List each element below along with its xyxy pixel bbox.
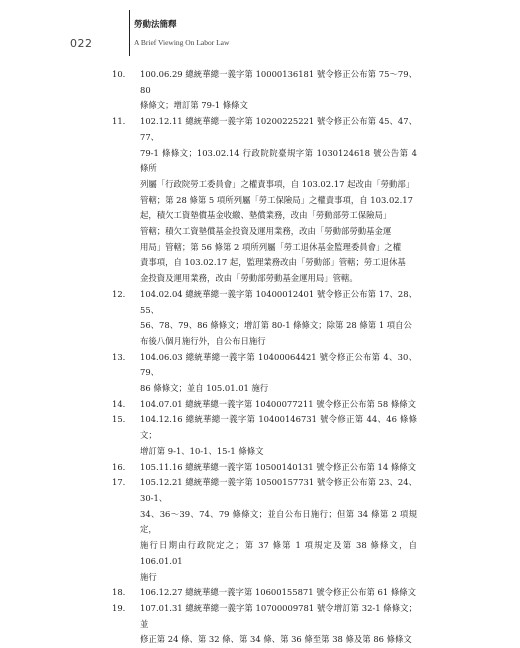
- entry-number: 17.: [112, 477, 126, 488]
- entry-number: 16.: [112, 461, 126, 472]
- list-item: [112, 114, 417, 287]
- entry-text: 104.06.03 總統華總一義字第 10400064421 號令修正公布第 4、30、79、 86 條條文；並自 105.01.01 施行: [140, 351, 417, 394]
- entry-text: 102.12.11 總統華總一義字第 10200225221 號令修正公布第 45、47、77、 79-1 條條文；103.02.14 行政院院臺規字第 1030124618 號公告第 4 條所 列屬「行政院勞工委員會」之權責事項，自 103.02.17 起改由「勞動部」 管轄；第 28 條第 5 項所列屬「勞工保險局」之權責事項，自 103.02.17 起，積欠工資墊償基金收繳、墊償業務，改由「勞動部勞工保險局」 管轄；積欠工資墊償基金投資及運用業務，改由「勞動部勞動基金運 用局」管轄；第 56 條第 2 項所列屬「勞工退休基金監理委員會」之權 責事項，自 103.02.17 起，監理業務改由「勞動部」管轄；勞工退休基 金投資及運用業務，改由「勞動部勞動基金運用局」管轄。: [140, 116, 417, 284]
- list-item: [112, 460, 417, 476]
- book-title: 勞動法簡釋: [134, 20, 177, 30]
- entry-text: 104.12.16 總統華總一義字第 10400146731 號令修正第 44、46 條條文； 增訂第 9-1、10-1、15-1 條條文: [140, 414, 417, 456]
- entry-number: 13.: [112, 351, 126, 362]
- entry-text: 104.07.01 總統華總一義字第 10400077211 號令修正公布第 58 條條文: [140, 398, 416, 409]
- list-item: [112, 350, 417, 397]
- entry-text: 104.02.04 總統華總一義字第 10400012401 號令修正公布第 17、28、55、 56、78、79、86 條條文；增訂第 80-1 條條文；除第 28 條第 1 項自公 布後八個月施行外，自公布日施行: [140, 288, 417, 346]
- entry-number: 14.: [112, 398, 126, 409]
- entry-number: 18.: [112, 587, 126, 598]
- entry-number: 19.: [112, 602, 126, 613]
- page-number: 022: [70, 37, 93, 50]
- page-header: [0, 0, 520, 60]
- list-item: [112, 287, 417, 350]
- list-item: [112, 67, 417, 114]
- entry-number: 11.: [112, 116, 126, 127]
- amendment-list: [112, 67, 417, 648]
- list-item: [112, 397, 417, 413]
- entry-text: 106.12.27 總統華總一義字第 10600155871 號令修正公布第 61 條條文: [140, 587, 416, 598]
- book-subtitle: A Brief Viewing On Labor Law: [134, 38, 230, 47]
- list-item: [112, 475, 417, 585]
- entry-text: 107.01.31 總統華總一義字第 10700009781 號令增訂第 32-1 條條文；並 修正第 24 條、第 32 條、第 34 條、第 36 條至第 38 條及第 86 條條文: [140, 602, 417, 645]
- entry-text: 100.06.29 總統華總一義字第 10000136181 號令修正公布第 75～79、80 條條文；增訂第 79-1 條條文: [140, 69, 417, 111]
- list-item: [112, 601, 417, 648]
- entry-text: 105.12.21 總統華總一義字第 10500157731 號令修正公布第 23、24、30-1、 34、36～39、74、79 條條文；並自公布日施行；但第 34 條第 2 項規定， 施行日期由行政院定之；第 37 條第 1 項規定及第 38 條條文，自 106.01.01 施行: [140, 477, 417, 582]
- entry-number: 10.: [112, 69, 126, 79]
- entry-number: 12.: [112, 288, 126, 299]
- header-divider: [129, 10, 130, 56]
- entry-number: 15.: [112, 414, 126, 425]
- entry-text: 105.11.16 總統華總一義字第 10500140131 號令修正公布第 14 條條文: [140, 461, 416, 472]
- list-item: [112, 585, 417, 601]
- list-item: [112, 412, 417, 459]
